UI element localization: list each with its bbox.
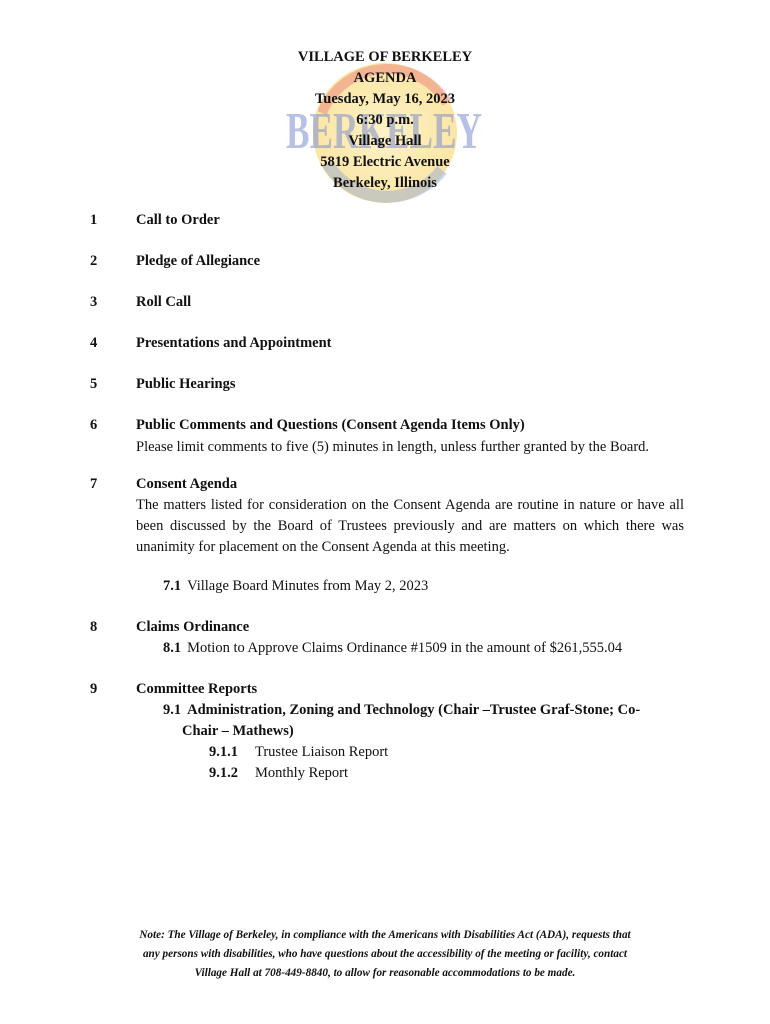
item-number: 6	[90, 417, 98, 433]
subsubitem-9-1-2	[209, 765, 348, 782]
item-title: Consent Agenda	[136, 476, 238, 492]
item-number: 1	[90, 212, 98, 228]
header-location: Village Hall	[348, 133, 422, 149]
subitem-text: Village Board Minutes from May 2, 2023	[187, 578, 429, 594]
ada-note-line2: any persons with disabilities, who have questions about the accessibility of the meeting or facility, contact	[142, 948, 628, 960]
item-number: 3	[90, 294, 98, 310]
item-title: Call to Order	[136, 212, 220, 228]
item-number: 9	[90, 681, 98, 697]
item-title: Roll Call	[136, 294, 192, 310]
subsubitem-text: Monthly Report	[255, 765, 349, 781]
subitem-text: Motion to Approve Claims Ordinance #1509 in the amount of $261,555.04	[187, 640, 623, 656]
subsubitem-number: 9.1.1	[209, 744, 238, 760]
header-agenda-label: AGENDA	[353, 70, 417, 86]
item-number: 7	[90, 476, 98, 492]
header-city: Berkeley, Illinois	[333, 175, 437, 191]
item-description: The matters listed for consideration on the Consent Agenda are routine in nature or have all been discussed by the Board of Trustees previously and are matters on which there was unanimity for placement on the Consent Agenda at this meeting.	[136, 497, 684, 555]
header-time: 6:30 p.m.	[356, 112, 414, 128]
subsubitem-text: Trustee Liaison Report	[255, 744, 389, 760]
ada-note	[95, 926, 675, 983]
ada-note-line3: Village Hall at 708-449-8840, to allow for reasonable accommodations to be made.	[194, 967, 576, 979]
item-number: 2	[90, 253, 98, 269]
subitem-number: 8.1	[163, 640, 182, 656]
subitem-number: 9.1	[163, 702, 182, 718]
logo-watermark-text: BERKELEY	[286, 103, 482, 160]
subitem-number: 7.1	[163, 578, 182, 594]
item-number: 5	[90, 376, 98, 392]
item-title: Public Hearings	[136, 376, 236, 392]
item-number: 4	[90, 335, 98, 351]
header-date: Tuesday, May 16, 2023	[314, 91, 456, 107]
item-title: Pledge of Allegiance	[136, 253, 261, 269]
item-number: 8	[90, 619, 98, 635]
subitem-7-1	[163, 578, 428, 595]
subitem-8-1	[163, 640, 622, 657]
item-title: Committee Reports	[136, 681, 258, 697]
item-title: Public Comments and Questions (Consent Agenda Items Only)	[136, 417, 525, 433]
agenda-header	[0, 47, 770, 194]
header-village-name: VILLAGE OF BERKELEY	[297, 49, 473, 65]
header-address: 5819 Electric Avenue	[320, 154, 450, 170]
subitem-text-line1: Administration, Zoning and Technology (Chair –Trustee Graf-Stone; Co-	[187, 702, 641, 718]
subitem-9-1-continuation: Chair – Mathews)	[182, 723, 294, 739]
item-description: Please limit comments to five (5) minutes in length, unless further granted by the Board.	[136, 439, 650, 455]
subitem-9-1	[163, 702, 640, 719]
subsubitem-number: 9.1.2	[209, 765, 238, 781]
ada-note-line1: Note: The Village of Berkeley, in compliance with the Americans with Disabilities Act (ADA), requests that	[139, 929, 631, 941]
subsubitem-9-1-1	[209, 744, 388, 761]
item-title: Presentations and Appointment	[136, 335, 332, 351]
item-title: Claims Ordinance	[136, 619, 250, 635]
